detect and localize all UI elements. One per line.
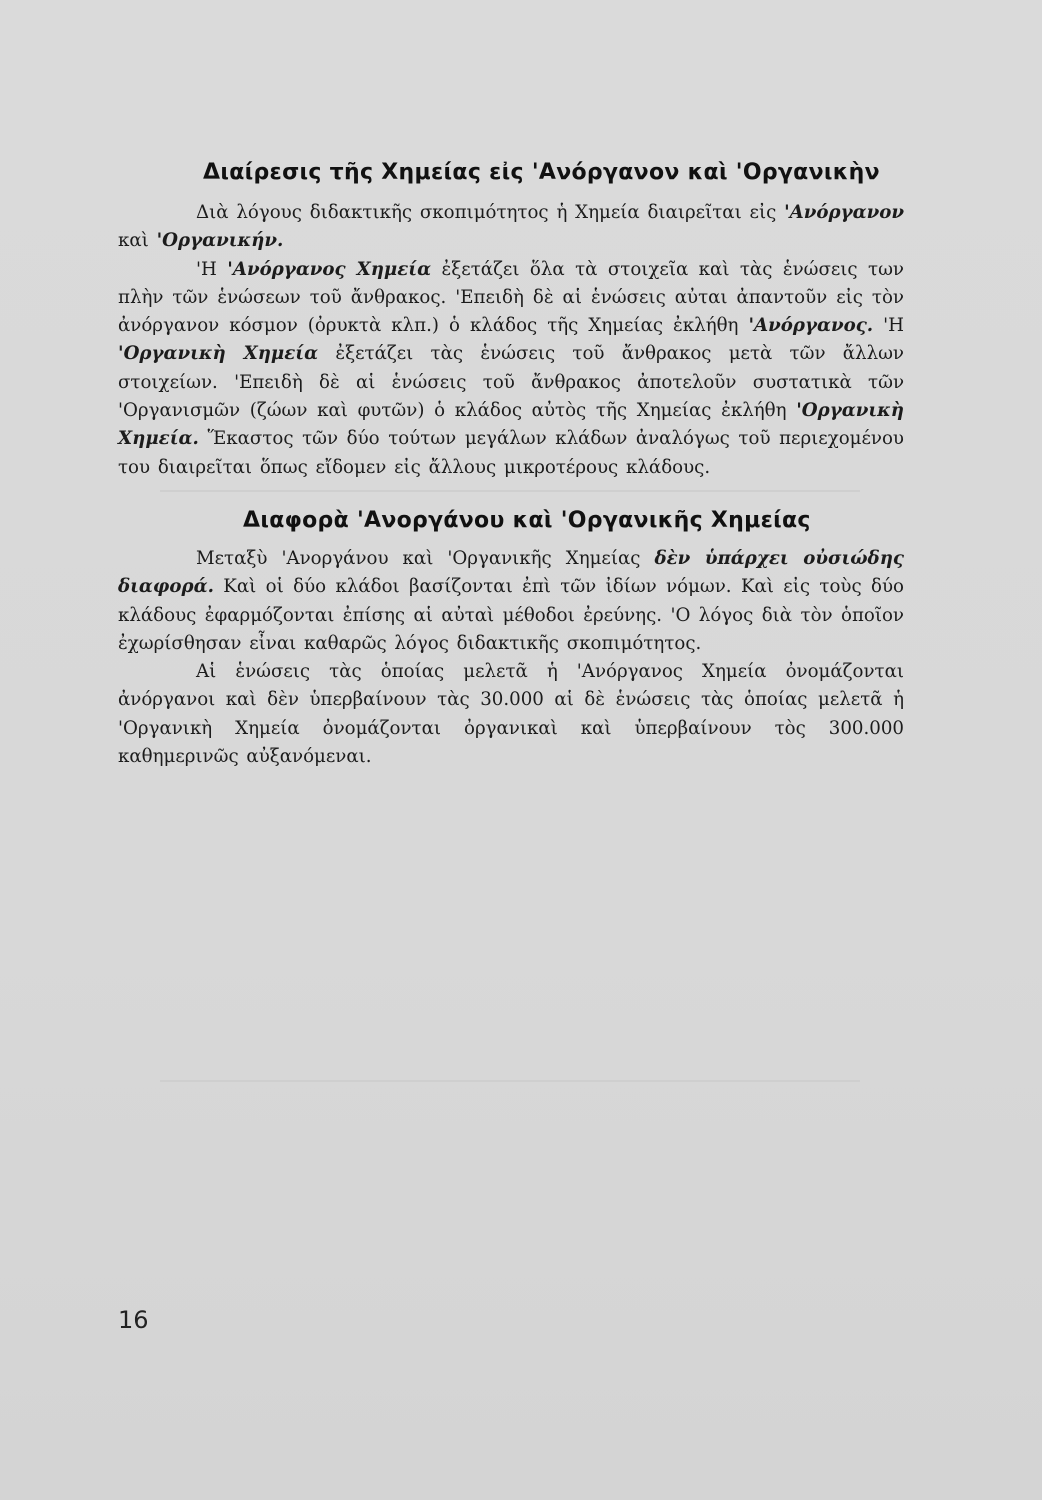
emphasized-term: 'Οργανικήν. <box>156 230 284 252</box>
text-run: Διὰ λόγους διδακτικῆς σκοπιμότητος ἡ Χημεία διαιρεῖται εἰς <box>196 202 785 223</box>
text-run: Αἱ ἑνώσεις τὰς ὁποίας μελετᾶ ἡ 'Ανόργανος Χημεία ὀνομάζονται ἀνόργανοι καὶ δὲν ὑπερβαίνουν τὰς 30.000 αἱ δὲ ἑνώσεις τὰς ὁποίας μελετᾶ ἡ 'Οργανικὴ Χημεία ὀνομάζονται ὀργανικαὶ καὶ ὑπερβαίνουν τὸς 300.000 καθημερινῶς αὐξανόμεναι. <box>118 661 904 768</box>
text-run: ἐξετάζει ὅλα τὰ στοιχεῖα καὶ τὰς ἑνώσεις των πλὴν τῶν ἑνώσεων τοῦ ἄνθρακος. 'Επειδὴ δὲ αἱ ἑνώσεις αὐται ἀπαντοῦν εἰς τὸν ἀνόργανον κόσμον (ὀρυκτὰ κλπ.) ὁ κλάδος τῆς Χημείας ἐκλήθη <box>118 258 904 337</box>
text-run: ἐξετάζει τὰς ἑνώσεις τοῦ ἄνθρακος μετὰ τῶν ἄλλων στοιχείων. 'Επειδὴ δὲ αἱ ἑνώσεις τοῦ ἄνθρακος ἀποτελοῦν συστατικὰ τῶν 'Οργανισμῶν (ζώων καὶ φυτῶν) ὁ κλάδος αὐτὸς τῆς Χημείας ἐκλήθη <box>118 343 904 422</box>
paragraph <box>118 256 904 482</box>
paragraph <box>118 658 904 771</box>
emphasized-term: 'Ανόργανος. <box>748 315 874 337</box>
paragraph <box>118 199 904 256</box>
paragraph <box>118 545 904 658</box>
bleed-through-line <box>160 1080 860 1082</box>
text-run: 'Η <box>196 258 228 280</box>
section-heading-difference: Διαφορὰ 'Ανοργάνου καὶ 'Οργανικῆς Χημείας <box>243 507 811 533</box>
emphasized-term: 'Ανόργανος Χημεία <box>227 258 432 280</box>
page-number: 16 <box>118 1306 149 1334</box>
emphasized-term: 'Οργανικὴ Χημεία <box>118 343 319 365</box>
section-heading-division: Διαίρεσις τῆς Χημείας εἰς 'Ανόργανον καὶ 'Οργανικὴν <box>203 160 880 185</box>
page-content <box>118 150 904 771</box>
emphasized-term: 'Οργανικὴ Χημεία. <box>118 400 904 450</box>
emphasized-term: δὲν ὑπάρχει οὐσιώδης διαφορά. <box>118 547 904 598</box>
text-run: Καὶ οἱ δύο κλάδοι βασίζονται ἐπὶ τῶν ἰδίων νόμων. Καὶ εἰς τοὺς δύο κλάδους ἐφαρμόζονται ἐπίσης αἱ αὐταὶ μέθοδοι ἐρεύνης. 'Ο λόγος διὰ τὸν ὁποῖον ἐχωρίσθησαν εἶναι καθαρῶς λόγος διδακτικῆς σκοπιμότητος. <box>118 576 904 654</box>
text-run: Ἕκαστος τῶν δύο τούτων μεγάλων κλάδων ἀναλόγως τοῦ περιεχομένου του διαιρεῖται ὅπως εἴδομεν εἰς ἄλλους μικροτέρους κλάδους. <box>118 428 904 478</box>
text-run: 'Η <box>873 315 904 337</box>
text-run: Μεταξὺ 'Ανοργάνου καὶ 'Οργανικῆς Χημείας <box>196 547 655 569</box>
text-run: καὶ <box>118 230 157 252</box>
emphasized-term: 'Ανόργανον <box>784 202 904 223</box>
